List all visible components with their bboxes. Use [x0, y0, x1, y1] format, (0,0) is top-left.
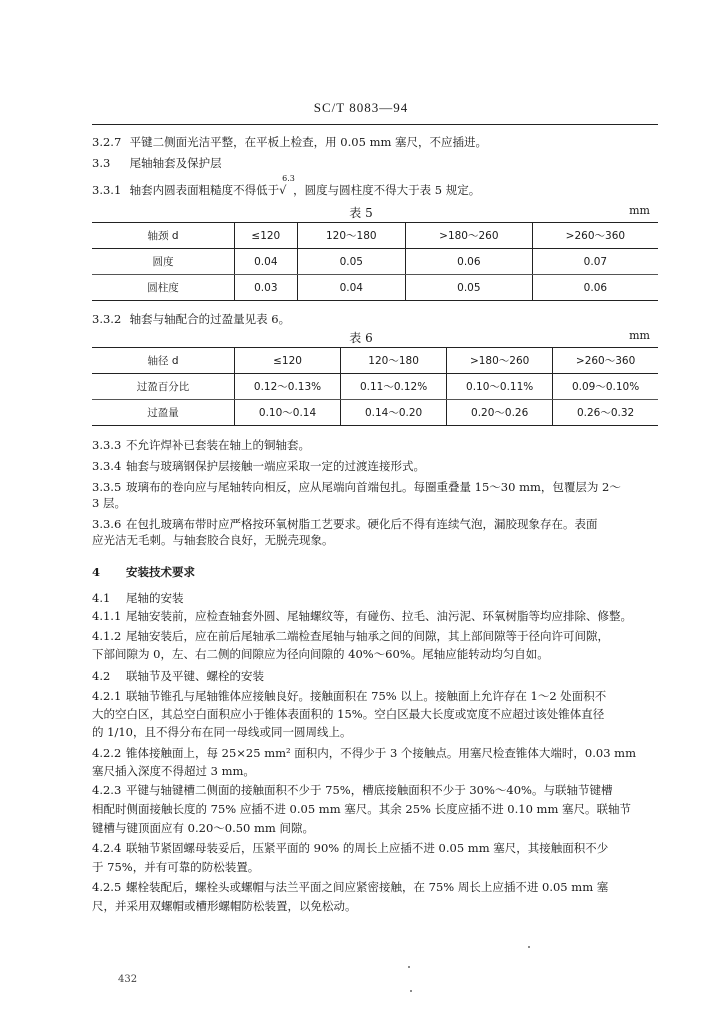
section-heading: 尾轴的安装 — [126, 591, 184, 605]
table-cell: 0.10～0.14 — [235, 400, 341, 426]
clause-text: 平键与轴键槽二侧面的接触面积不少于 75%，槽底接触面积不少于 30%～40%。与联轴节键槽 — [126, 783, 613, 797]
table-cell: 0.26～0.32 — [553, 400, 658, 426]
standard-code-header: SC/T 8083—94 — [313, 100, 409, 115]
clause-number: 4.1.1 — [92, 609, 122, 623]
clause-number: 3.3.5 — [92, 480, 122, 494]
clause-3-2-7 — [92, 132, 658, 152]
table-header-row — [92, 223, 658, 249]
section-heading: 尾轴轴套及保护层 — [129, 156, 222, 170]
clause-text: 相配时侧面接触长度的 75% 应插不进 0.05 mm 塞尺。其余 25% 长度应插不进 0.10 mm 塞尺。联轴节 — [92, 802, 632, 816]
clause-number: 4 — [92, 565, 101, 579]
table-cell: >180～260 — [447, 348, 553, 374]
roughness-value: 6.3 — [282, 174, 295, 183]
page-number: 432 — [118, 974, 138, 985]
clause-number: 4.1.2 — [92, 629, 122, 643]
clause-text: 在包扎玻璃布带时应严格按环氧树脂工艺要求。硬化后不得有连续气泡，漏胶现象存在。表面 — [126, 517, 598, 531]
clause-4-1-1 — [92, 606, 658, 626]
table-row — [92, 400, 658, 426]
clause-4-2-5 — [92, 877, 658, 897]
scan-speck — [410, 990, 412, 992]
table-header-row — [92, 348, 658, 374]
clause-text: 尺，并采用双螺帽或槽形螺帽防松装置，以免松动。 — [92, 899, 357, 913]
clause-number: 3.2.7 — [92, 135, 122, 149]
section-4-heading — [92, 562, 658, 582]
table-cell: 轴颈 d — [92, 223, 235, 249]
clause-number: 4.2.3 — [92, 783, 122, 797]
clause-text: 联轴节锥孔与尾轴锥体应接触良好。接触面积在 75% 以上。接触面上允许存在 1～2 处面积不 — [126, 689, 607, 703]
clause-text: 大的空白区，其总空白面积应小于锥体表面积的 15%。空白区最大长度或宽度不应超过该处锥体直径 — [92, 707, 605, 721]
table-cell: 0.05 — [405, 275, 532, 301]
table-cell: >260～360 — [532, 223, 658, 249]
clause-text-after: ，圆度与圆柱度不得大于表 5 规定。 — [293, 183, 481, 197]
section-heading: 安装技术要求 — [126, 565, 195, 579]
clause-number: 4.2.2 — [92, 746, 122, 760]
clause-number: 4.2 — [92, 669, 111, 683]
roughness-check-icon: √ — [279, 183, 287, 197]
table-cell: >180～260 — [405, 223, 532, 249]
clause-text: 尾轴安装后，应在前后尾轴承二端检查尾轴与轴承之间的间隙，其上部间隙等于径向许可间隙， — [126, 629, 609, 643]
clause-4-2-3 — [92, 780, 658, 800]
table-cell: 圆度 — [92, 249, 235, 275]
clause-3-3-4 — [92, 456, 658, 476]
clause-number: 3.3.1 — [92, 183, 122, 197]
clause-3-3-1 — [92, 174, 658, 200]
clause-text: 平键二侧面光洁平整，在平板上检查，用 0.05 mm 塞尺，不应插进。 — [129, 135, 488, 149]
table-5-unit: mm — [629, 204, 650, 217]
section-heading: 联轴节及平键、螺栓的安装 — [126, 669, 264, 683]
table-cell: 120～180 — [297, 223, 405, 249]
clause-text: 锥体接触面上，每 25×25 mm² 面积内，不得少于 3 个接触点。用塞尺检查锥体大端时，0.03 mm — [126, 746, 636, 760]
table-5 — [92, 222, 658, 301]
section-3-3 — [92, 153, 658, 173]
clause-number: 3.3.6 — [92, 517, 122, 531]
clause-text: 螺栓装配后，螺栓头或螺帽与法兰平面之间应紧密接触，在 75% 周长上应插不进 0.05 mm 塞 — [126, 880, 609, 894]
clause-continuation — [92, 857, 658, 877]
clause-number: 3.3 — [92, 156, 111, 170]
clause-text: 玻璃布的卷向应与尾轴转向相反，应从尾端向首端包扎。每圈重叠量 15～30 mm，包覆层为 2～ — [126, 480, 621, 494]
scan-speck — [408, 966, 410, 968]
clause-continuation — [92, 761, 658, 781]
clause-text: 不允许焊补已套装在轴上的铜轴套。 — [126, 438, 310, 452]
clause-number: 3.3.3 — [92, 438, 122, 452]
clause-3-3-3 — [92, 435, 658, 455]
table-cell: 0.20～0.26 — [447, 400, 553, 426]
table-cell: 0.03 — [235, 275, 298, 301]
clause-text: 的 1/10，且不得分布在同一母线或同一圆周线上。 — [92, 725, 352, 739]
roughness-symbol — [279, 174, 295, 200]
table-cell: ≤120 — [235, 223, 298, 249]
clause-continuation — [92, 722, 658, 742]
table-cell: 0.04 — [297, 275, 405, 301]
clause-continuation — [92, 896, 658, 916]
table-cell: 过盈量 — [92, 400, 235, 426]
table-cell: 0.09～0.10% — [553, 374, 658, 400]
scan-speck — [528, 946, 530, 948]
clause-text: 联轴节紧固螺母装妥后，压紧平面的 90% 的周长上应插不进 0.05 mm 塞尺，其接触面积不少 — [126, 841, 609, 855]
clause-continuation — [92, 818, 658, 838]
table-6-caption: 表 6 — [349, 331, 373, 345]
clause-text: 于 75%，并有可靠的防松装置。 — [92, 860, 260, 874]
clause-4-2-4 — [92, 838, 658, 858]
clause-continuation — [92, 799, 658, 819]
clause-continuation — [92, 530, 658, 550]
clause-text: 应光洁无毛刺。与轴套胶合良好，无脱壳现象。 — [92, 533, 334, 547]
clause-4-2-1 — [92, 686, 658, 706]
table-row — [92, 275, 658, 301]
table-cell: 120～180 — [341, 348, 447, 374]
section-4-2 — [92, 666, 658, 686]
clause-text: 塞尺插入深度不得超过 3 mm。 — [92, 764, 255, 778]
table-6 — [92, 347, 658, 426]
table-cell: 0.11～0.12% — [341, 374, 447, 400]
clause-number: 4.2.4 — [92, 841, 122, 855]
clause-4-2-2 — [92, 743, 658, 763]
clause-continuation — [92, 493, 658, 513]
clause-continuation — [92, 704, 658, 724]
clause-4-1-2 — [92, 626, 658, 646]
clause-continuation — [92, 644, 658, 664]
table-cell: 0.07 — [532, 249, 658, 275]
table-row — [92, 374, 658, 400]
table-row — [92, 249, 658, 275]
table-5-caption: 表 5 — [349, 206, 373, 220]
table-cell: >260～360 — [553, 348, 658, 374]
table-cell: 圆柱度 — [92, 275, 235, 301]
table-cell: 轴径 d — [92, 348, 235, 374]
clause-text: 尾轴安装前，应检查轴套外圆、尾轴螺纹等，有碰伤、拉毛、油污泥、环氧树脂等均应排除、修整。 — [126, 609, 632, 623]
table-cell: 0.10～0.11% — [447, 374, 553, 400]
clause-number: 3.3.2 — [92, 312, 122, 326]
clause-text: 下部间隙为 0，左、右二侧的间隙应为径向间隙的 40%～60%。尾轴应能转动均匀自如。 — [92, 647, 549, 661]
table-cell: 0.06 — [405, 249, 532, 275]
clause-text: 轴套与玻璃钢保护层接触一端应采取一定的过渡连接形式。 — [126, 459, 425, 473]
table-cell: 0.06 — [532, 275, 658, 301]
section-4-1 — [92, 588, 658, 608]
clause-text: 轴套与轴配合的过盈量见表 6。 — [129, 312, 291, 326]
table-6-unit: mm — [629, 329, 650, 342]
header-rule — [92, 124, 658, 125]
clause-number: 3.3.4 — [92, 459, 122, 473]
clause-text: 键槽与键顶面应有 0.20～0.50 mm 间隙。 — [92, 821, 314, 835]
clause-3-3-2 — [92, 309, 658, 329]
table-cell: ≤120 — [235, 348, 341, 374]
table-cell: 0.04 — [235, 249, 298, 275]
clause-number: 4.2.1 — [92, 689, 122, 703]
clause-number: 4.2.5 — [92, 880, 122, 894]
clause-text-before: 轴套内圆表面粗糙度不得低于 — [129, 183, 280, 197]
table-cell: 过盈百分比 — [92, 374, 235, 400]
clause-text: 3 层。 — [92, 496, 126, 510]
table-cell: 0.12～0.13% — [235, 374, 341, 400]
table-cell: 0.05 — [297, 249, 405, 275]
table-cell: 0.14～0.20 — [341, 400, 447, 426]
clause-number: 4.1 — [92, 591, 111, 605]
